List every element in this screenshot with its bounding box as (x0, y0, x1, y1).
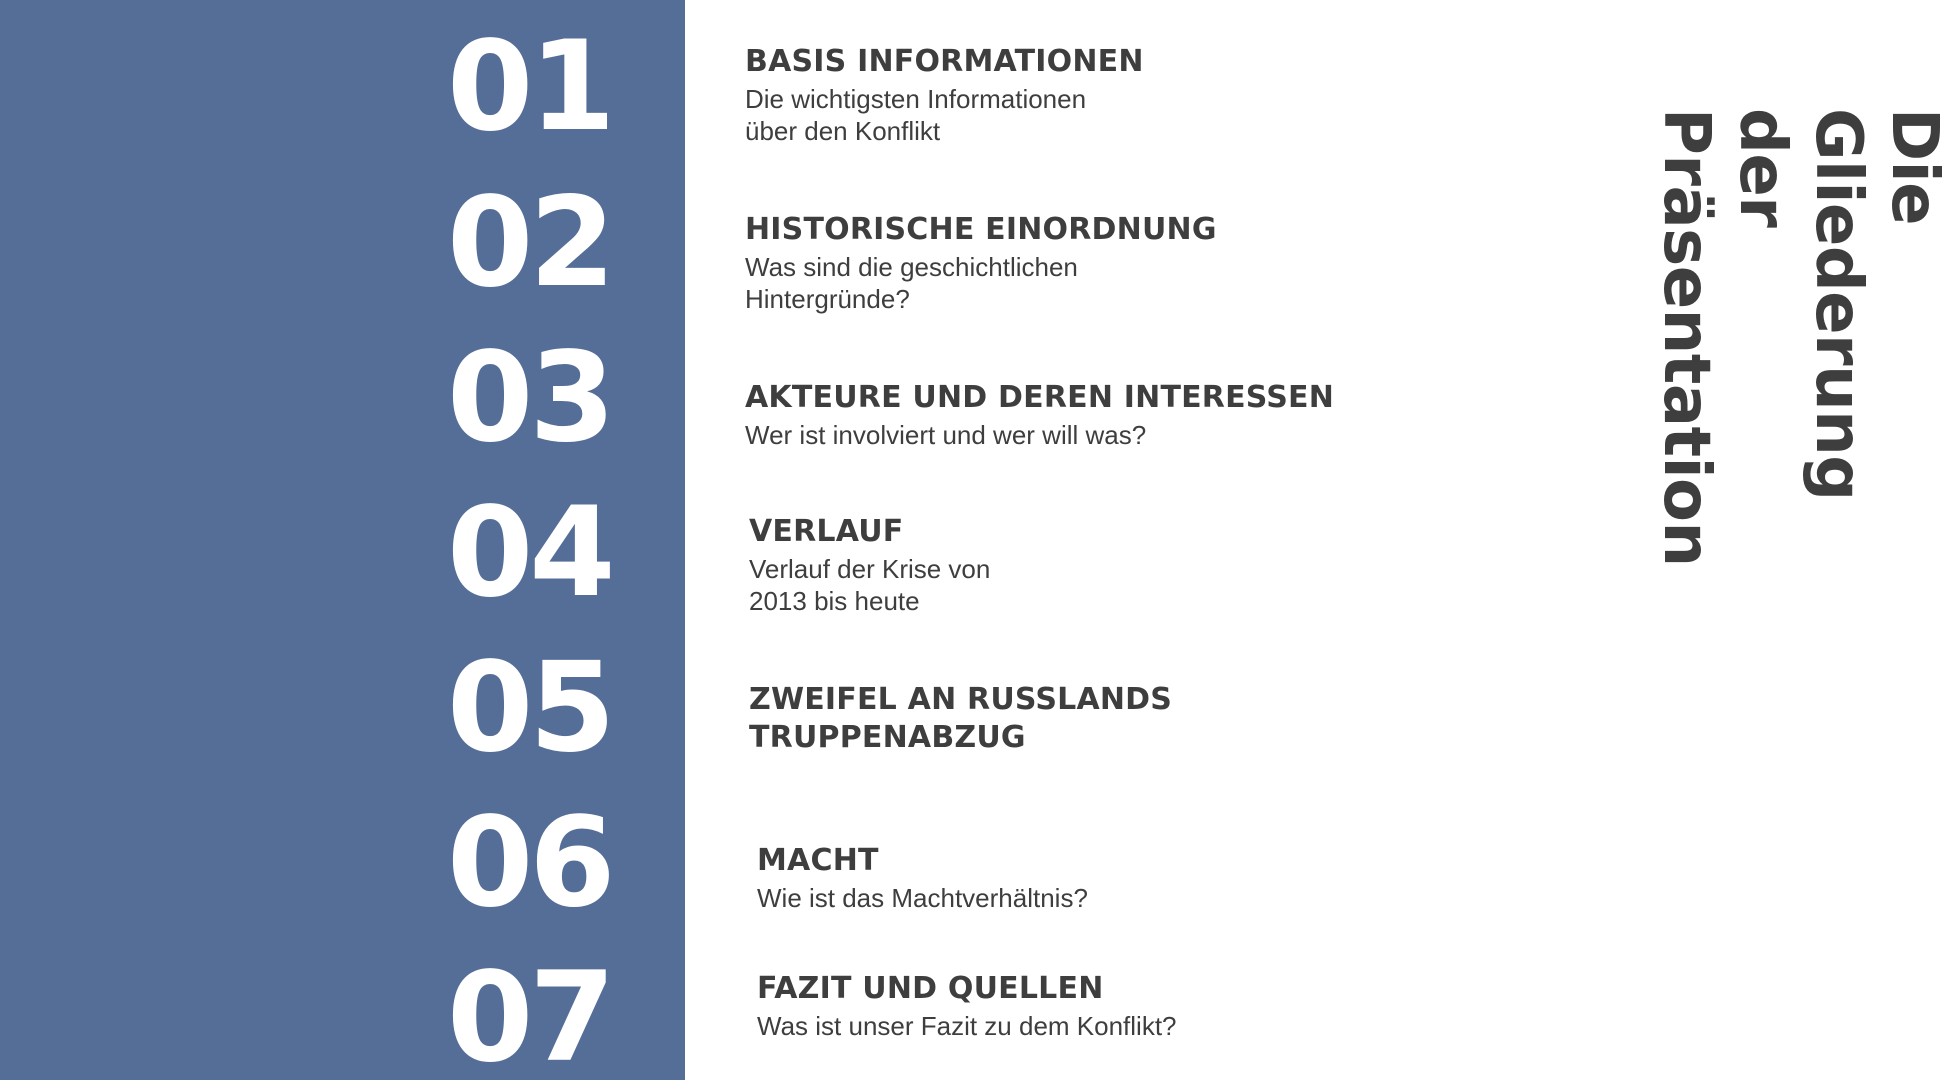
agenda-item-5 (749, 681, 1509, 757)
title-line-1: Die Gliederung (1801, 108, 1951, 501)
agenda-item-description: Verlauf der Krise von 2013 bis heute (749, 554, 991, 616)
agenda-item-2 (745, 211, 1505, 315)
agenda-item-description: Die wichtigsten Informationen über den Konflikt (745, 84, 1087, 146)
item-number-05: 05 (447, 636, 612, 780)
agenda-item-heading-line2: TRUPPENABZUG (749, 720, 1026, 755)
title-line-2: der Präsentation (1649, 108, 1799, 567)
item-number-04: 04 (447, 481, 612, 625)
agenda-item-description: Wer ist involviert und wer will was? (745, 420, 1147, 450)
agenda-item-heading: FAZIT UND QUELLEN (757, 971, 1104, 1006)
agenda-item-4 (749, 513, 1509, 617)
item-number-02: 02 (447, 171, 612, 315)
agenda-item-heading: MACHT (757, 843, 879, 878)
agenda-item-description: Was ist unser Fazit zu dem Konflikt? (757, 1011, 1177, 1041)
agenda-item-7 (757, 970, 1517, 1042)
item-number-06: 06 (447, 791, 612, 935)
agenda-item-heading: AKTEURE UND DEREN INTERESSEN (745, 380, 1335, 415)
item-number-01: 01 (447, 15, 612, 159)
agenda-item-heading: ZWEIFEL AN RUSSLANDS (749, 682, 1173, 717)
item-number-07: 07 (447, 946, 612, 1090)
agenda-item-1 (745, 43, 1505, 147)
agenda-item-heading: VERLAUF (749, 514, 904, 549)
agenda-item-description: Wie ist das Machtverhältnis? (757, 883, 1088, 913)
agenda-item-6 (757, 842, 1517, 914)
item-number-03: 03 (447, 326, 612, 470)
presentation-title (1648, 108, 1952, 638)
agenda-item-heading: BASIS INFORMATIONEN (745, 44, 1144, 79)
agenda-item-description: Was sind die geschichtlichen Hintergründe? (745, 252, 1078, 314)
agenda-item-3 (745, 379, 1505, 451)
agenda-item-heading: HISTORISCHE EINORDNUNG (745, 212, 1217, 247)
